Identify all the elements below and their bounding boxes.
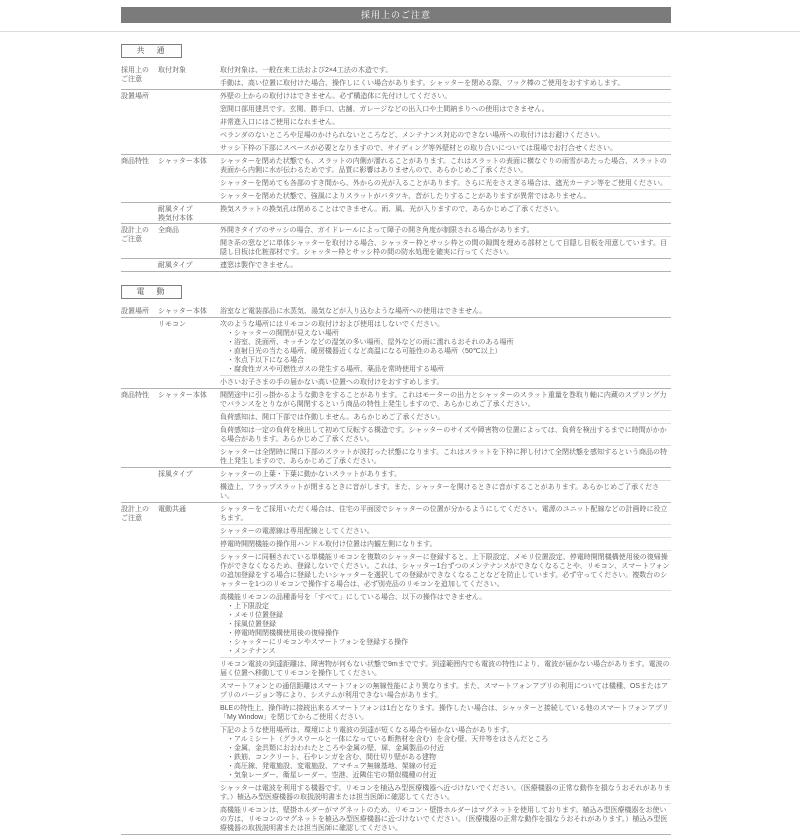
- notice-row: [220, 90, 671, 103]
- category-label: [121, 318, 158, 388]
- category-label: [121, 155, 158, 202]
- notice-group: [121, 318, 671, 389]
- notice-rows: [220, 305, 671, 317]
- notice-text: 開き系の窓などに単体シャッターを取付ける場合、シャッター枠とサッシ枠との間の隙間を埋める部材として目隠し目板を用意しています。目隠し目板は化粧部材です。シャッター枠とサッシ枠の間の防水処理を確実に行ってください。: [220, 239, 668, 256]
- subcategory-label: [158, 64, 220, 89]
- notice-text: 外開きタイプのサッシの場合、ガイドレールによって障子の開き角度が制限される場合があります。: [220, 226, 534, 234]
- notice-group: [121, 389, 671, 468]
- notice-row: [220, 142, 671, 154]
- notice-bullet-list: [220, 329, 671, 374]
- notice-rows: [220, 155, 671, 202]
- notice-section: [121, 40, 671, 272]
- notice-text: 負荷感知は、開口下部では作動しません。あらかじめご了承ください。: [220, 413, 445, 421]
- notice-bullet: ・ 採風位置登録: [227, 620, 671, 629]
- notice-text: シャッターを閉めても各部のすき間から、外からの光が入ることがあります。さらに光をさえぎる場合は、遮光カーテン等をご使用ください。: [220, 179, 667, 187]
- category-label: [121, 203, 158, 223]
- notice-group: [121, 90, 671, 155]
- notice-row: [220, 782, 671, 804]
- notice-row: [220, 658, 671, 680]
- notice-bullet-list: [220, 602, 671, 656]
- notice-row: [220, 224, 671, 237]
- notice-text: BLEの特性上、操作時に接続出来るスマートフォンは1台となります。操作したい場合は、シャッターと接続している他のスマートフォンアプリ「My Window」を閉じてからご使用ください。: [220, 704, 669, 721]
- notice-bullet-list: [220, 735, 671, 780]
- notice-group: [121, 259, 671, 272]
- notice-bullet: ・ シャッターにリモコンやスマートフォンを登録する操作: [227, 638, 671, 647]
- subcategory-label: [158, 224, 220, 258]
- notice-text: 非常進入口にはご使用になれません。: [220, 118, 340, 126]
- subcategory-label: [158, 468, 220, 502]
- subcategory-label-line: 採風タイプ: [158, 471, 193, 478]
- notice-row: [220, 177, 671, 190]
- notice-bullet: ・ 上下限設定: [227, 602, 671, 611]
- notice-text: シャッターを閉めた状態でも、スラットの内側が濡れることがあります。これはスラットの表面に横なぐりの雨雪があたった場合、スラットの表面から内側に水が伝わるためです。品質に影響はありませんので、あらかじめご了承ください。: [220, 157, 667, 174]
- subcategory-label: [158, 203, 220, 223]
- category-label-line: ご注意: [121, 76, 142, 83]
- subcategory-label-line: 耐風タイプ: [158, 262, 193, 269]
- subcategory-label-line: 換気付本体: [158, 215, 193, 222]
- notice-group: [121, 503, 671, 835]
- category-label: [121, 259, 158, 271]
- notice-text: シャッターは全閉時に開口下部のスラットが波打った状態になります。これはスラットを下枠に押し付けて全閉状態を感知するという商品の特性上発生しますので、あらかじめご了承ください。: [220, 448, 668, 465]
- notice-bullet: ・ 停電時開閉機構使用後の復帰操作: [227, 629, 671, 638]
- notice-document: [121, 40, 671, 835]
- notice-row: [220, 129, 671, 142]
- notice-table: [121, 305, 671, 835]
- page-title: 採用上のご注意: [360, 10, 431, 20]
- notice-text: シャッターは電波を利用する機器です。リモコンを植込み型医療機器へ近づけないでください。（医療機器の正常な動作を損なうおそれがあります。）植込み型医療機器の取扱説明書または担当医師に確認してください。: [220, 784, 671, 801]
- notice-text: 下記のような使用場所は、環境により電波の到達が短くなる場合や届かない場合があります。: [220, 726, 514, 734]
- notice-text: 小さいお子さまの手の届かない高い位置への取付けをおすすめします。: [220, 378, 444, 386]
- category-label: [121, 224, 158, 258]
- notice-row: [220, 116, 671, 129]
- category-label-line: 商品特性: [121, 392, 149, 399]
- notice-bullet: ・ メンテナンス: [227, 647, 671, 656]
- notice-text: シャッターをご採用いただく場合は、住宅の平面図でシャッターの位置が分かるようにしてください。電源のユニット配線などの計画時に役立ちます。: [220, 505, 668, 522]
- notice-text: 開閉途中に引っ掛かるような動きをすることがあります。これはモーターの出力とシャッターのスラット重量を巻取り軸に内蔵のスプリング力でバランスをとりながら開閉するという商品の特性上発生しますので、あらかじめご了承ください。: [220, 391, 667, 408]
- category-label: [121, 468, 158, 502]
- notice-text: 連窓は製作できません。: [220, 261, 298, 269]
- notice-rows: [220, 259, 671, 271]
- subcategory-label-line: 耐風タイプ: [158, 206, 193, 213]
- notice-bullet: ・ シャッターの開閉が見えない場所: [227, 329, 671, 338]
- notice-text: 浴室など電装部品に水蒸気、湯気などが入り込むような場所への使用はできません。: [220, 307, 487, 315]
- notice-row: [220, 318, 671, 376]
- notice-row: [220, 259, 671, 271]
- notice-text: 窓開口部用建具です。玄関、勝手口、店舗、ガレージなどの出入口や土間納まりへの使用はできません。: [220, 105, 549, 113]
- notice-text: 次のような場所にはリモコンの取付けおよび使用はしないでください。: [220, 320, 444, 328]
- notice-text: シャッターの上葉・下葉に動かないスラットがあります。: [220, 470, 402, 478]
- notice-section: [121, 281, 671, 835]
- notice-bullet: ・ 直射日光の当たる場所、暖房機器近くなど高温になる可能性のある場所（50℃以上）: [227, 347, 671, 356]
- notice-row: [220, 446, 671, 467]
- category-label: [121, 305, 158, 317]
- notice-rows: [220, 64, 671, 89]
- notice-text: 負荷感知は一定の負荷を検出して初めて反転する構造です。シャッターのサイズや障害物の位置によっては、負荷を検出するまでに時間がかかる場合があります。あらかじめご了承ください。: [220, 426, 667, 443]
- notice-row: [220, 305, 671, 317]
- category-label: [121, 389, 158, 467]
- subcategory-label-line: シャッター本体: [158, 158, 207, 165]
- subcategory-label-line: 全商品: [158, 227, 179, 234]
- notice-row: [220, 424, 671, 446]
- subcategory-label-line: シャッター本体: [158, 392, 207, 399]
- notice-bullet: ・ 鉄筋、コンクリート、石やレンガを含む、間仕切り壁がある建物: [227, 753, 671, 762]
- subcategory-label: [158, 305, 220, 317]
- notice-group: [121, 155, 671, 203]
- subcategory-label-line: シャッター本体: [158, 308, 207, 315]
- notice-bullet: ・ 金属、金具類におおわれたところや金属の壁、扉、金属製品の付近: [227, 744, 671, 753]
- category-label-line: 商品特性: [121, 158, 149, 165]
- category-label: [121, 90, 158, 154]
- category-label: [121, 64, 158, 89]
- notice-bullet: ・ 腐食性ガスや可燃性ガスの発生する場所、薬品を常時使用する場所: [227, 365, 671, 374]
- notice-row: [220, 203, 671, 215]
- notice-rows: [220, 503, 671, 834]
- notice-row: [220, 389, 671, 411]
- subcategory-label: [158, 259, 220, 271]
- sections-container: [121, 40, 671, 835]
- notice-text: サッシ下枠の下部にスペースが必要となりますので、サイディング等外壁材との取り合いについては現場でお打合せください。: [220, 144, 618, 152]
- notice-text: 手動は、高い位置に取付けた場合、操作しにくい場合があります。シャッターを閉める際、フック棒のご使用をおすすめします。: [220, 79, 625, 87]
- notice-group: [121, 305, 671, 318]
- notice-row: [220, 551, 671, 591]
- notice-rows: [220, 90, 671, 154]
- page-title-bar: [121, 7, 671, 23]
- notice-row: [220, 411, 671, 424]
- category-label-line: 設置場所: [121, 93, 149, 100]
- notice-bullet: ・ 氷点下以下になる場合: [227, 356, 671, 365]
- notice-bullet: ・ アルミシート（グラスウールと一体になっている断熱材を含む）を含む壁、天井等をはさんだところ: [227, 735, 671, 744]
- subcategory-label-line: 取付対象: [158, 67, 186, 74]
- notice-row: [220, 77, 671, 89]
- notice-row: [220, 591, 671, 658]
- notice-text: スマートフォンとの通信距離はスマートフォンの無線性能により異なります。また、スマートフォンアプリの利用については機種、OSまたはアプリのバージョン等により、システムが利用できない場合があります。: [220, 682, 669, 699]
- notice-rows: [220, 389, 671, 467]
- section-header: 共 通: [121, 44, 182, 58]
- notice-row: [220, 237, 671, 258]
- notice-text: 高機能リモコンは、壁掛ホルダーがマグネットのため、リモコン・壁掛ホルダーはマグネットを使用しております。植込み型医療機器をお使いの方は、リモコンのマグネットを植込み型医療機器に近づけないでください。（医療機器の正常な動作を損なうおそれがあります。）植込み型医療機器の取扱説明書または担当医師に確認してください。: [220, 806, 668, 832]
- category-label-line: ご注意: [121, 515, 142, 522]
- header-divider: [0, 31, 800, 32]
- subcategory-label: [158, 318, 220, 388]
- notice-text: 構造上、フラップスラットが閉まるときに音がします。また、シャッターを開けるときに音がすることがあります。あらかじめご了承ください。: [220, 483, 660, 500]
- notice-text: 取付対象は、一般在来工法および2×4工法の木造です。: [220, 66, 393, 74]
- subcategory-label-line: 電動共通: [158, 506, 186, 513]
- notice-text: 換気スラットの換気孔は閉めることはできません。雨、風、光が入りますので、あらかじめご了承ください。: [220, 205, 564, 213]
- notice-text: シャッターを閉めた状態で、強風によりスラットがバタツキ、音がしたりすることがありますが異常ではありません。: [220, 192, 591, 200]
- notice-group: [121, 468, 671, 503]
- notice-row: [220, 702, 671, 724]
- notice-rows: [220, 318, 671, 388]
- notice-text: 外壁の上からの取付けはできません。必ず構造体に先付けしてください。: [220, 92, 452, 100]
- notice-bullet: ・ メモリ位置登録: [227, 611, 671, 620]
- notice-bullet: ・ 浴室、洗面所、キッチンなどの湿気の多い場所、屋外などの雨に濡れるおそれのある場所: [227, 338, 671, 347]
- notice-text: リモコン電波の到達距離は、障害物が何もない状態で9mまでです。到達範囲内でも電波の特性により、電波が届かない場合があります。電波の届く位置へ移動してリモコンを操作してください。: [220, 660, 670, 677]
- notice-text: 停電時開閉機能の操作用ハンドル取付け位置は内観左側になります。: [220, 540, 437, 548]
- notice-bullet: ・ 気象レーダー、衛星レーダー、空港、近隣住宅の類似機種の付近: [227, 771, 671, 780]
- notice-group: [121, 64, 671, 90]
- notice-row: [220, 503, 671, 525]
- notice-table: [121, 64, 671, 272]
- notice-row: [220, 804, 671, 834]
- notice-group: [121, 203, 671, 224]
- subcategory-label: [158, 503, 220, 834]
- subcategory-label: [158, 90, 220, 154]
- notice-row: [220, 376, 671, 388]
- notice-row: [220, 724, 671, 782]
- notice-row: [220, 190, 671, 202]
- subcategory-label-line: リモコン: [158, 321, 186, 328]
- notice-group: [121, 224, 671, 259]
- notice-text: 高機能リモコンの品種番号を「すべて」にしている場合、以下の操作はできません。: [220, 593, 487, 601]
- category-label: [121, 503, 158, 834]
- notice-rows: [220, 468, 671, 502]
- section-header: 電 動: [121, 285, 182, 299]
- subcategory-label: [158, 155, 220, 202]
- notice-row: [220, 468, 671, 481]
- category-label-line: ご注意: [121, 236, 142, 243]
- category-label-line: 設計上の: [121, 506, 149, 513]
- notice-row: [220, 525, 671, 538]
- notice-row: [220, 155, 671, 177]
- notice-row: [220, 680, 671, 702]
- notice-text: シャッターの電源線は専用配線としてください。: [220, 527, 374, 535]
- notice-row: [220, 103, 671, 116]
- category-label-line: 設計上の: [121, 227, 149, 234]
- notice-row: [220, 538, 671, 551]
- notice-row: [220, 64, 671, 77]
- category-label-line: 採用上の: [121, 67, 149, 74]
- notice-bullet: ・ 高圧線、発電施設、変電施設、アマチュア無線基地、架線の付近: [227, 762, 671, 771]
- notice-text: ベランダのないところや足場のかけられないところなど、メンテナンス対応のできない場所への取付けはお避けください。: [220, 131, 605, 139]
- notice-rows: [220, 224, 671, 258]
- category-label-line: 設置場所: [121, 308, 149, 315]
- notice-row: [220, 481, 671, 502]
- notice-rows: [220, 203, 671, 223]
- subcategory-label: [158, 389, 220, 467]
- notice-text: シャッターに同梱されている単機能リモコンを複数のシャッターに登録すると、上下限設定、メモリ位置設定、停電時開閉機構使用後の復帰操作ができなくなるため、登録しないでください。これは、シャッター1台ずつのメンテナンスができなくなることや、リモコン、スマートフォンの追加登録をする場合に登録したいシャッターを選択しての登録ができなくなることなどを防止しています。必ず守ってください。複数台のシャッターを1つのリモコンで操作する場合は、必ず別売品のリモコンを追加してください。: [220, 553, 670, 588]
